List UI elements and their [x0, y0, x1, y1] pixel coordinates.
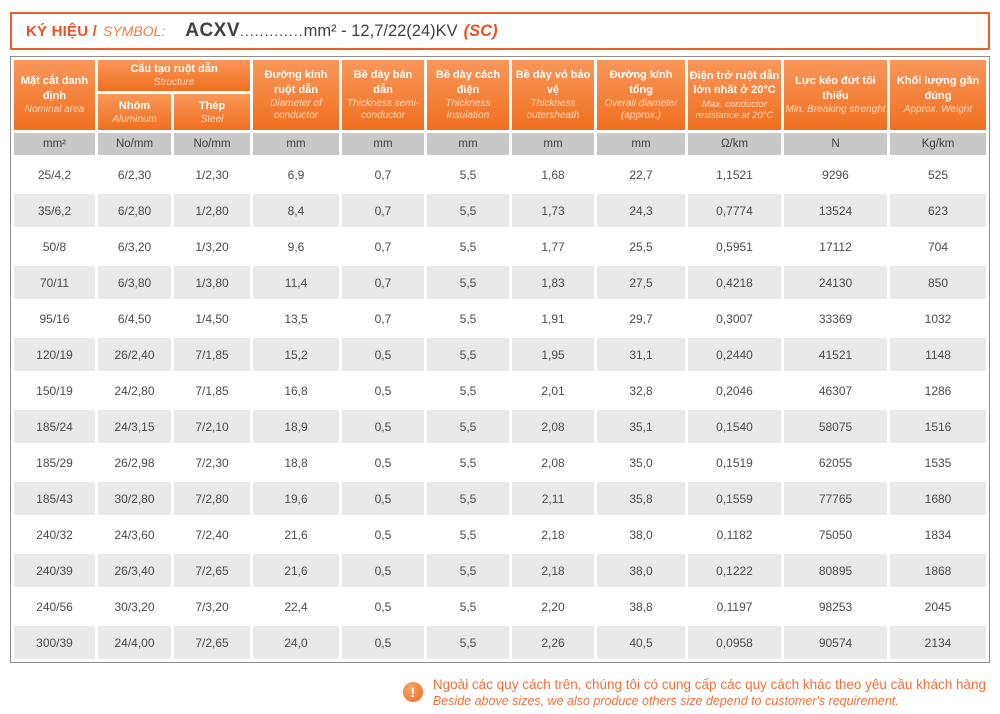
table-cell: 5,5	[427, 158, 509, 191]
table-cell: 525	[890, 158, 986, 191]
table-cell: 1,77	[512, 230, 594, 263]
table-cell: 5,5	[427, 518, 509, 551]
table-cell: 7/1,85	[174, 338, 250, 371]
table-cell: 6/3,80	[98, 266, 171, 299]
table-cell: 1286	[890, 374, 986, 407]
table-cell: 70/11	[14, 266, 95, 299]
table-cell: 0,1222	[688, 554, 781, 587]
header-semiconductor-thickness-en: Thickness semi-conductor	[346, 98, 420, 121]
header-conductor-diameter-vi: Đường kính ruột dẫn	[264, 69, 328, 96]
table-cell: 0,3007	[688, 302, 781, 335]
table-row	[14, 194, 986, 227]
table-cell: 0,5	[342, 518, 424, 551]
symbol-dots: .............	[240, 23, 304, 39]
table-cell: 32,8	[597, 374, 685, 407]
table-cell: 2,11	[512, 482, 594, 515]
table-cell: 35,8	[597, 482, 685, 515]
table-cell: 30/3,20	[98, 590, 171, 623]
table-cell: 0,5	[342, 374, 424, 407]
table-cell: 22,4	[253, 590, 339, 623]
table-row	[14, 626, 986, 659]
table-cell: 6,9	[253, 158, 339, 191]
table-cell: 2,18	[512, 554, 594, 587]
symbol-bar	[10, 12, 990, 50]
header-max-resistance-en: Max. conductor resistance at 20°C	[695, 98, 774, 121]
table-cell: 26/2,98	[98, 446, 171, 479]
table-cell: 0,1182	[688, 518, 781, 551]
table-row	[14, 302, 986, 335]
table-cell: 0,1197	[688, 590, 781, 623]
table-cell: 1/2,80	[174, 194, 250, 227]
header-approx-weight-vi: Khối lượng gần đúng	[896, 75, 980, 102]
table-cell: 35/6,2	[14, 194, 95, 227]
unit-cell: mm²	[14, 133, 95, 155]
table-cell: 2,08	[512, 446, 594, 479]
table-cell: 0,7	[342, 194, 424, 227]
table-cell: 120/19	[14, 338, 95, 371]
table-cell: 13,5	[253, 302, 339, 335]
spec-table-body	[14, 158, 986, 659]
table-cell: 5,5	[427, 266, 509, 299]
table-cell: 16,8	[253, 374, 339, 407]
table-cell: 850	[890, 266, 986, 299]
unit-cell: mm	[342, 133, 424, 155]
table-cell: 7/2,65	[174, 626, 250, 659]
header-aluminum-en: Aluminum	[112, 113, 157, 125]
table-cell: 50/8	[14, 230, 95, 263]
header-conductor-diameter	[253, 60, 339, 130]
table-cell: 0,7	[342, 302, 424, 335]
header-insulation-thickness	[427, 60, 509, 130]
header-aluminum	[98, 94, 171, 130]
header-breaking-strength-vi: Lực kéo đứt tối thiểu	[795, 75, 876, 102]
table-cell: 7/3,20	[174, 590, 250, 623]
table-cell: 27,5	[597, 266, 685, 299]
table-cell: 35,1	[597, 410, 685, 443]
table-cell: 15,2	[253, 338, 339, 371]
header-approx-weight-en: Approx. Weight	[903, 103, 973, 115]
header-insulation-thickness-en: Thickness insulation	[445, 98, 491, 121]
header-steel	[174, 94, 250, 130]
table-cell: 24130	[784, 266, 887, 299]
table-cell: 5,5	[427, 482, 509, 515]
table-cell: 98253	[784, 590, 887, 623]
table-cell: 1,73	[512, 194, 594, 227]
table-cell: 62055	[784, 446, 887, 479]
table-cell: 6/2,30	[98, 158, 171, 191]
table-cell: 5,5	[427, 230, 509, 263]
table-cell: 1/3,20	[174, 230, 250, 263]
footer-line-en: Beside above sizes, we also produce others size depend to customer's requirement.	[432, 693, 899, 708]
table-cell: 1,95	[512, 338, 594, 371]
header-insulation-thickness-vi: Bề dày cách điện	[435, 69, 501, 96]
table-row	[14, 446, 986, 479]
table-cell: 25/4,2	[14, 158, 95, 191]
table-cell: 58075	[784, 410, 887, 443]
table-cell: 300/39	[14, 626, 95, 659]
table-cell: 46307	[784, 374, 887, 407]
table-cell: 26/2,40	[98, 338, 171, 371]
table-cell: 150/19	[14, 374, 95, 407]
spec-table-wrap	[10, 56, 990, 663]
table-cell: 1535	[890, 446, 986, 479]
header-max-resistance-vi: Điện trở ruột dẫn lớn nhất ở 20°C	[689, 70, 780, 97]
unit-cell: Kg/km	[890, 133, 986, 155]
table-cell: 18,8	[253, 446, 339, 479]
table-cell: 95/16	[14, 302, 95, 335]
table-cell: 1,68	[512, 158, 594, 191]
table-cell: 2,08	[512, 410, 594, 443]
header-approx-weight	[890, 60, 986, 130]
table-cell: 7/2,30	[174, 446, 250, 479]
table-cell: 2,26	[512, 626, 594, 659]
table-cell: 18,9	[253, 410, 339, 443]
table-cell: 0,5	[342, 410, 424, 443]
header-steel-vi: Thép	[198, 99, 226, 112]
header-outersheath-thickness-en: Thickness outersheath	[526, 98, 580, 121]
header-nominal-area	[14, 60, 95, 130]
table-cell: 1516	[890, 410, 986, 443]
table-cell: 0,7	[342, 158, 424, 191]
table-cell: 5,5	[427, 446, 509, 479]
table-cell: 7/2,10	[174, 410, 250, 443]
header-conductor-diameter-en: Diameter of conductor	[270, 98, 322, 121]
header-overall-diameter-vi: Đường kính tổng	[609, 69, 673, 96]
table-cell: 24/2,80	[98, 374, 171, 407]
table-cell: 24/3,15	[98, 410, 171, 443]
unit-cell: N	[784, 133, 887, 155]
symbol-label-vi: KÝ HIỆU /	[26, 22, 97, 40]
table-cell: 0,5	[342, 590, 424, 623]
table-cell: 80895	[784, 554, 887, 587]
table-cell: 240/32	[14, 518, 95, 551]
table-cell: 5,5	[427, 626, 509, 659]
unit-cell: mm	[597, 133, 685, 155]
table-cell: 77765	[784, 482, 887, 515]
table-cell: 185/43	[14, 482, 95, 515]
unit-cell: mm	[512, 133, 594, 155]
table-cell: 17112	[784, 230, 887, 263]
header-max-resistance	[688, 60, 781, 130]
table-cell: 6/4,50	[98, 302, 171, 335]
unit-cell: mm	[427, 133, 509, 155]
table-cell: 623	[890, 194, 986, 227]
header-overall-diameter-en: Overall diameter (approx.)	[604, 98, 678, 121]
header-structure-vi: Cấu tạo ruột dẫn	[130, 63, 218, 75]
table-cell: 1032	[890, 302, 986, 335]
header-nominal-area-vi: Mặt cắt danh định	[20, 75, 89, 102]
table-cell: 38,8	[597, 590, 685, 623]
table-cell: 30/2,80	[98, 482, 171, 515]
table-cell: 8,4	[253, 194, 339, 227]
unit-cell: mm	[253, 133, 339, 155]
table-cell: 240/56	[14, 590, 95, 623]
table-cell: 0,0958	[688, 626, 781, 659]
table-cell: 0,5	[342, 338, 424, 371]
table-cell: 40,5	[597, 626, 685, 659]
unit-cell: No/mm	[174, 133, 250, 155]
table-cell: 1/3,80	[174, 266, 250, 299]
footer-note	[10, 676, 990, 709]
table-cell: 185/24	[14, 410, 95, 443]
table-cell: 24/3,60	[98, 518, 171, 551]
table-cell: 1680	[890, 482, 986, 515]
table-cell: 21,6	[253, 554, 339, 587]
table-cell: 0,2440	[688, 338, 781, 371]
unit-cell: No/mm	[98, 133, 171, 155]
header-nominal-area-en: Nominal area	[24, 103, 85, 115]
table-cell: 31,1	[597, 338, 685, 371]
table-cell: 90574	[784, 626, 887, 659]
table-row	[14, 230, 986, 263]
table-cell: 22,7	[597, 158, 685, 191]
table-row	[14, 158, 986, 191]
header-semiconductor-thickness-vi: Bề dày bán dẫn	[353, 69, 413, 96]
table-cell: 0,2046	[688, 374, 781, 407]
table-cell: 7/2,65	[174, 554, 250, 587]
table-cell: 7/1,85	[174, 374, 250, 407]
table-cell: 1834	[890, 518, 986, 551]
table-cell: 25,5	[597, 230, 685, 263]
table-cell: 26/3,40	[98, 554, 171, 587]
table-cell: 33369	[784, 302, 887, 335]
spec-table	[11, 57, 989, 662]
header-breaking-strength-en: Min. Breaking strenght	[785, 103, 886, 115]
unit-row	[14, 133, 986, 155]
table-cell: 0,5	[342, 626, 424, 659]
table-cell: 2,01	[512, 374, 594, 407]
exclamation-icon: !	[403, 682, 423, 702]
table-cell: 75050	[784, 518, 887, 551]
table-cell: 19,6	[253, 482, 339, 515]
table-cell: 5,5	[427, 302, 509, 335]
table-cell: 1,91	[512, 302, 594, 335]
table-cell: 29,7	[597, 302, 685, 335]
header-structure-en: Structure	[153, 77, 195, 89]
table-cell: 7/2,40	[174, 518, 250, 551]
symbol-suffix: (SC)	[463, 21, 498, 40]
header-breaking-strength	[784, 60, 887, 130]
table-cell: 41521	[784, 338, 887, 371]
table-cell: 9,6	[253, 230, 339, 263]
table-row	[14, 338, 986, 371]
table-cell: 24,0	[253, 626, 339, 659]
header-overall-diameter	[597, 60, 685, 130]
table-cell: 6/2,80	[98, 194, 171, 227]
table-cell: 1868	[890, 554, 986, 587]
table-cell: 0,7	[342, 266, 424, 299]
table-cell: 1/4,50	[174, 302, 250, 335]
table-cell: 0,5951	[688, 230, 781, 263]
table-cell: 0,7774	[688, 194, 781, 227]
table-cell: 21,6	[253, 518, 339, 551]
symbol-code: ACXV	[185, 20, 241, 41]
header-structure	[98, 60, 250, 91]
footer-text	[433, 676, 986, 709]
table-cell: 6/3,20	[98, 230, 171, 263]
symbol-label-en: SYMBOL:	[102, 23, 166, 39]
header-aluminum-vi: Nhôm	[118, 99, 151, 112]
table-cell: 2,18	[512, 518, 594, 551]
table-cell: 0,5	[342, 554, 424, 587]
table-cell: 13524	[784, 194, 887, 227]
table-row	[14, 590, 986, 623]
table-cell: 0,1559	[688, 482, 781, 515]
table-cell: 2,20	[512, 590, 594, 623]
table-row	[14, 266, 986, 299]
table-cell: 24,3	[597, 194, 685, 227]
table-cell: 5,5	[427, 374, 509, 407]
table-cell: 704	[890, 230, 986, 263]
header-outersheath-thickness-vi: Bề dày vỏ bảo vệ	[515, 69, 591, 96]
table-cell: 7/2,80	[174, 482, 250, 515]
table-cell: 0,5	[342, 482, 424, 515]
table-cell: 35,0	[597, 446, 685, 479]
table-cell: 1,83	[512, 266, 594, 299]
table-cell: 0,7	[342, 230, 424, 263]
table-cell: 5,5	[427, 554, 509, 587]
table-cell: 1,1521	[688, 158, 781, 191]
footer-line-vi: Ngoài các quy cách trên, chúng tôi có cung cấp các quy cách khác theo yêu cầu khách hàng	[432, 677, 986, 693]
table-cell: 5,5	[427, 590, 509, 623]
header-semiconductor-thickness	[342, 60, 424, 130]
table-cell: 0,1519	[688, 446, 781, 479]
table-cell: 5,5	[427, 338, 509, 371]
table-row	[14, 374, 986, 407]
table-row	[14, 554, 986, 587]
symbol-spec: mm² - 12,7/22(24)KV	[303, 21, 458, 40]
table-cell: 185/29	[14, 446, 95, 479]
table-cell: 11,4	[253, 266, 339, 299]
table-row	[14, 410, 986, 443]
table-cell: 38,0	[597, 518, 685, 551]
unit-cell: Ω/km	[688, 133, 781, 155]
table-cell: 240/39	[14, 554, 95, 587]
table-cell: 5,5	[427, 410, 509, 443]
table-cell: 0,1540	[688, 410, 781, 443]
table-cell: 24/4,00	[98, 626, 171, 659]
table-cell: 1/2,30	[174, 158, 250, 191]
header-steel-en: Steel	[200, 113, 224, 125]
table-cell: 0,5	[342, 446, 424, 479]
table-row	[14, 518, 986, 551]
table-cell: 1148	[890, 338, 986, 371]
table-cell: 2134	[890, 626, 986, 659]
header-outersheath-thickness	[512, 60, 594, 130]
table-cell: 5,5	[427, 194, 509, 227]
table-cell: 9296	[784, 158, 887, 191]
table-cell: 2045	[890, 590, 986, 623]
table-cell: 0,4218	[688, 266, 781, 299]
table-cell: 38,0	[597, 554, 685, 587]
table-row	[14, 482, 986, 515]
